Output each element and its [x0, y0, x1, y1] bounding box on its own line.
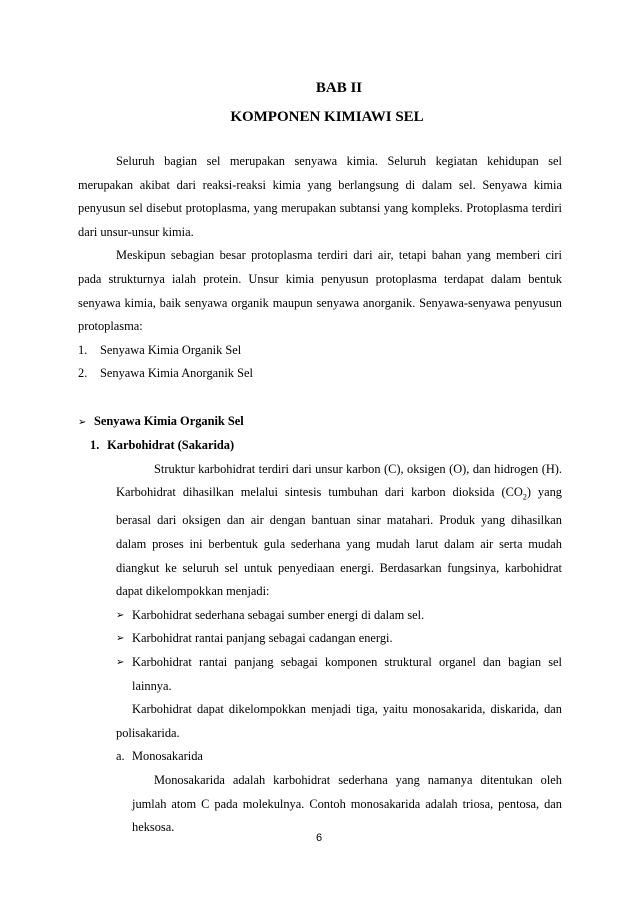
subsection-heading	[90, 434, 562, 458]
list-text: Senyawa Kimia Anorganik Sel	[100, 366, 253, 381]
arrow-bullet-icon: ➢	[116, 609, 125, 621]
paragraph-protoplasma: Meskipun sebagian besar protoplasma terdiri dari air, tetapi bahan yang memberi ciri pada strukturnya ialah protein. Unsur kimia penyusun protoplasma terdapat dalam bentuk senyawa kimia, baik senyawa organik maupun senyawa anorganik. Senyawa-senyawa penyusun protoplasma:	[78, 248, 562, 334]
bullet-text: Karbohidrat rantai panjang sebagai cadangan energi.	[132, 631, 393, 646]
section-heading-text: Senyawa Kimia Organik Sel	[94, 413, 244, 428]
body-text	[78, 150, 562, 840]
list-number: 1.	[78, 342, 88, 357]
spacer	[78, 386, 562, 410]
section-heading	[78, 410, 562, 435]
subsection-karbohidrat	[78, 434, 562, 840]
list-text: Senyawa Kimia Organik Sel	[100, 342, 242, 357]
paragraph-monosakarida: Monosakarida adalah karbohidrat sederhana yang namanya ditentukan oleh jumlah atom C pada molekulnya. Contoh monosakarida adalah triosa, pentosa, dan heksosa.	[132, 772, 562, 835]
bullet-list	[116, 604, 562, 698]
paragraph-text: ) yang berasal dari oksigen dan air dengan bantuan sinar matahari. Produk yang dihasilkan dalam proses ini berbentuk gula sederhana yang mudah larut dalam air serta mudah diangkut ke seluruh sel untuk penyediaan energi. Berdasarkan fungsinya, karbohidrat dapat dikelompokkan menjadi:	[116, 485, 563, 599]
alpha-item-heading	[116, 745, 562, 769]
list-number: 2.	[78, 366, 88, 381]
numbered-list	[78, 339, 562, 386]
paragraph-text: Struktur karbohidrat terdiri dari unsur karbon (C), oksigen (O), dan hidrogen (H). Karbohidrat dihasilkan melalui sintesis tumbuhan dari karbon dioksida (CO	[116, 461, 562, 500]
list-item	[78, 339, 562, 363]
bullet-item	[116, 627, 562, 651]
bullet-text: Karbohidrat rantai panjang sebagai komponen struktural organel dan bagian sel lainnya.	[132, 654, 562, 693]
chapter-heading: BAB II	[315, 80, 363, 96]
arrow-bullet-icon: ➢	[78, 416, 87, 428]
paragraph-kelompok: Karbohidrat dapat dikelompokkan menjadi tiga, yaitu monosakarida, diskarida, dan polisakarida.	[116, 702, 562, 740]
alpha-item-body	[116, 769, 562, 840]
arrow-bullet-icon: ➢	[116, 656, 125, 668]
bullet-text: Karbohidrat sederhana sebagai sumber energi di dalam sel.	[132, 607, 425, 622]
alpha-number: a.	[116, 749, 125, 764]
paragraph-karbohidrat	[116, 458, 562, 604]
alpha-title: Monosakarida	[132, 749, 203, 764]
subscript: 2	[522, 492, 527, 502]
subsection-body	[90, 458, 562, 840]
list-item	[78, 362, 562, 386]
arrow-bullet-icon: ➢	[116, 633, 125, 645]
bullet-item	[116, 651, 562, 698]
page-number: 6	[315, 832, 323, 844]
chapter-title: KOMPONEN KIMIAWI SEL	[230, 109, 424, 125]
subsection-number: 1.	[90, 438, 100, 453]
subsection-title: Karbohidrat (Sakarida)	[107, 438, 235, 453]
paragraph-intro: Seluruh bagian sel merupakan senyawa kimia. Seluruh kegiatan kehidupan sel merupakan akibat dari reaksi-reaksi kimia yang berlangsung di dalam sel. Senyawa kimia penyusun sel disebut protoplasma, yang merupakan subtansi yang kompleks. Protoplasma terdiri dari unsur-unsur kimia.	[78, 154, 562, 239]
bullet-item	[116, 604, 562, 628]
